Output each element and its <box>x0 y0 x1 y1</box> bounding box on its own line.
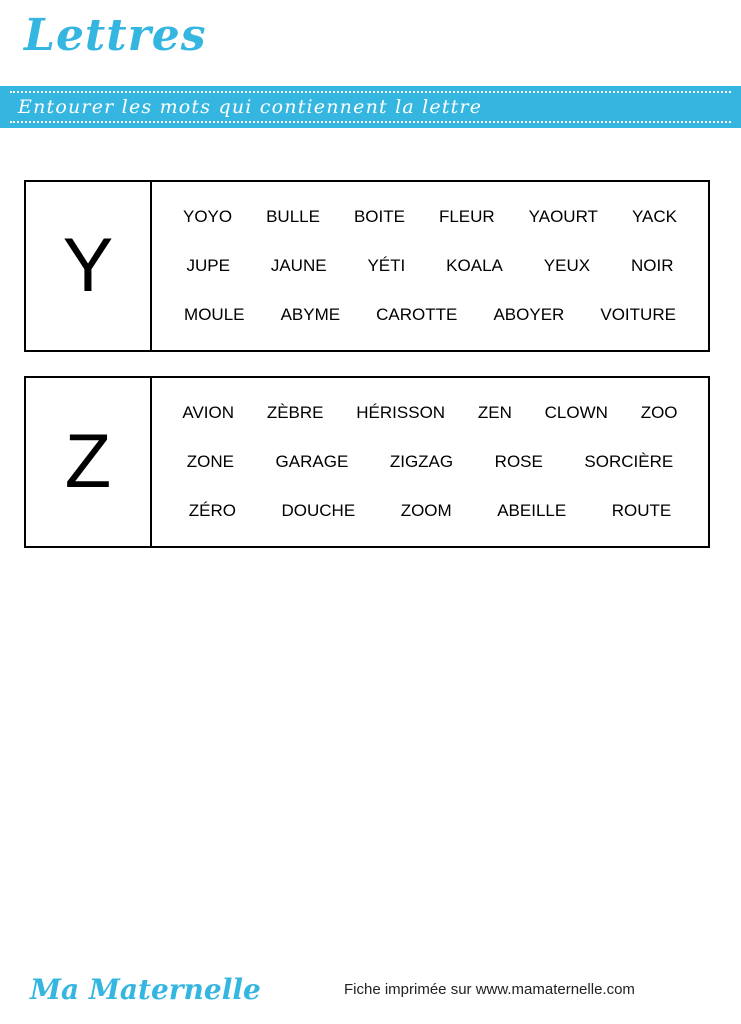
word-item[interactable]: YÉTI <box>367 255 406 275</box>
word-item[interactable]: ZÉRO <box>188 501 236 521</box>
word-item[interactable]: ROUTE <box>611 501 672 521</box>
word-item[interactable]: DOUCHE <box>281 501 356 521</box>
word-row <box>166 403 694 423</box>
word-item[interactable]: ZOO <box>640 402 678 422</box>
word-item[interactable]: ZÈBRE <box>266 402 324 422</box>
letter-cell-z <box>26 378 152 546</box>
target-letter: Z <box>64 419 112 504</box>
word-row <box>166 501 694 521</box>
banner-dotted-line-bottom <box>10 121 731 123</box>
word-item[interactable]: KOALA <box>446 255 503 275</box>
word-item[interactable]: YEUX <box>543 255 591 275</box>
footer-note: Fiche imprimée sur www.mamaternelle.com <box>344 981 635 998</box>
page-title: Lettres <box>24 10 207 61</box>
word-item[interactable]: ROSE <box>494 451 543 471</box>
word-item[interactable]: JAUNE <box>270 255 327 275</box>
word-item[interactable]: ZEN <box>477 402 512 422</box>
exercise-row-y <box>24 180 710 352</box>
word-item[interactable]: BOITE <box>353 206 405 226</box>
word-list-y <box>152 182 708 350</box>
letter-cell-y <box>26 182 152 350</box>
instruction-text: Entourer les mots qui contiennent la lettre <box>18 96 483 118</box>
word-item[interactable]: ZONE <box>186 451 234 471</box>
word-item[interactable]: ZIGZAG <box>389 451 454 471</box>
word-item[interactable]: YAOURT <box>528 206 598 226</box>
target-letter: Y <box>62 223 114 308</box>
word-row <box>166 305 694 325</box>
word-item[interactable]: HÉRISSON <box>356 402 446 422</box>
word-item[interactable]: ABEILLE <box>497 501 567 521</box>
word-item[interactable]: ABYME <box>280 305 341 325</box>
word-list-z <box>152 378 708 546</box>
word-item[interactable]: BULLE <box>266 206 320 226</box>
footer-brand: Ma Maternelle <box>30 973 261 1006</box>
word-item[interactable]: YACK <box>631 206 677 226</box>
exercise-row-z <box>24 376 710 548</box>
word-item[interactable]: FLEUR <box>438 206 495 226</box>
instruction-banner <box>0 86 741 128</box>
word-item[interactable]: ZOOM <box>400 501 452 521</box>
word-item[interactable]: CLOWN <box>544 402 608 422</box>
word-item[interactable]: GARAGE <box>275 451 349 471</box>
word-item[interactable]: MOULE <box>184 305 245 325</box>
word-item[interactable]: NOIR <box>630 255 674 275</box>
word-item[interactable]: CAROTTE <box>376 305 458 325</box>
word-item[interactable]: AVION <box>182 402 235 422</box>
word-item[interactable]: VOITURE <box>600 305 676 325</box>
word-item[interactable]: YOYO <box>182 206 233 226</box>
word-row <box>166 452 694 472</box>
word-row <box>166 207 694 227</box>
word-item[interactable]: SORCIÈRE <box>584 451 674 471</box>
word-item[interactable]: ABOYER <box>493 305 565 325</box>
word-row <box>166 256 694 276</box>
banner-dotted-line-top <box>10 91 731 93</box>
word-item[interactable]: JUPE <box>186 255 230 275</box>
